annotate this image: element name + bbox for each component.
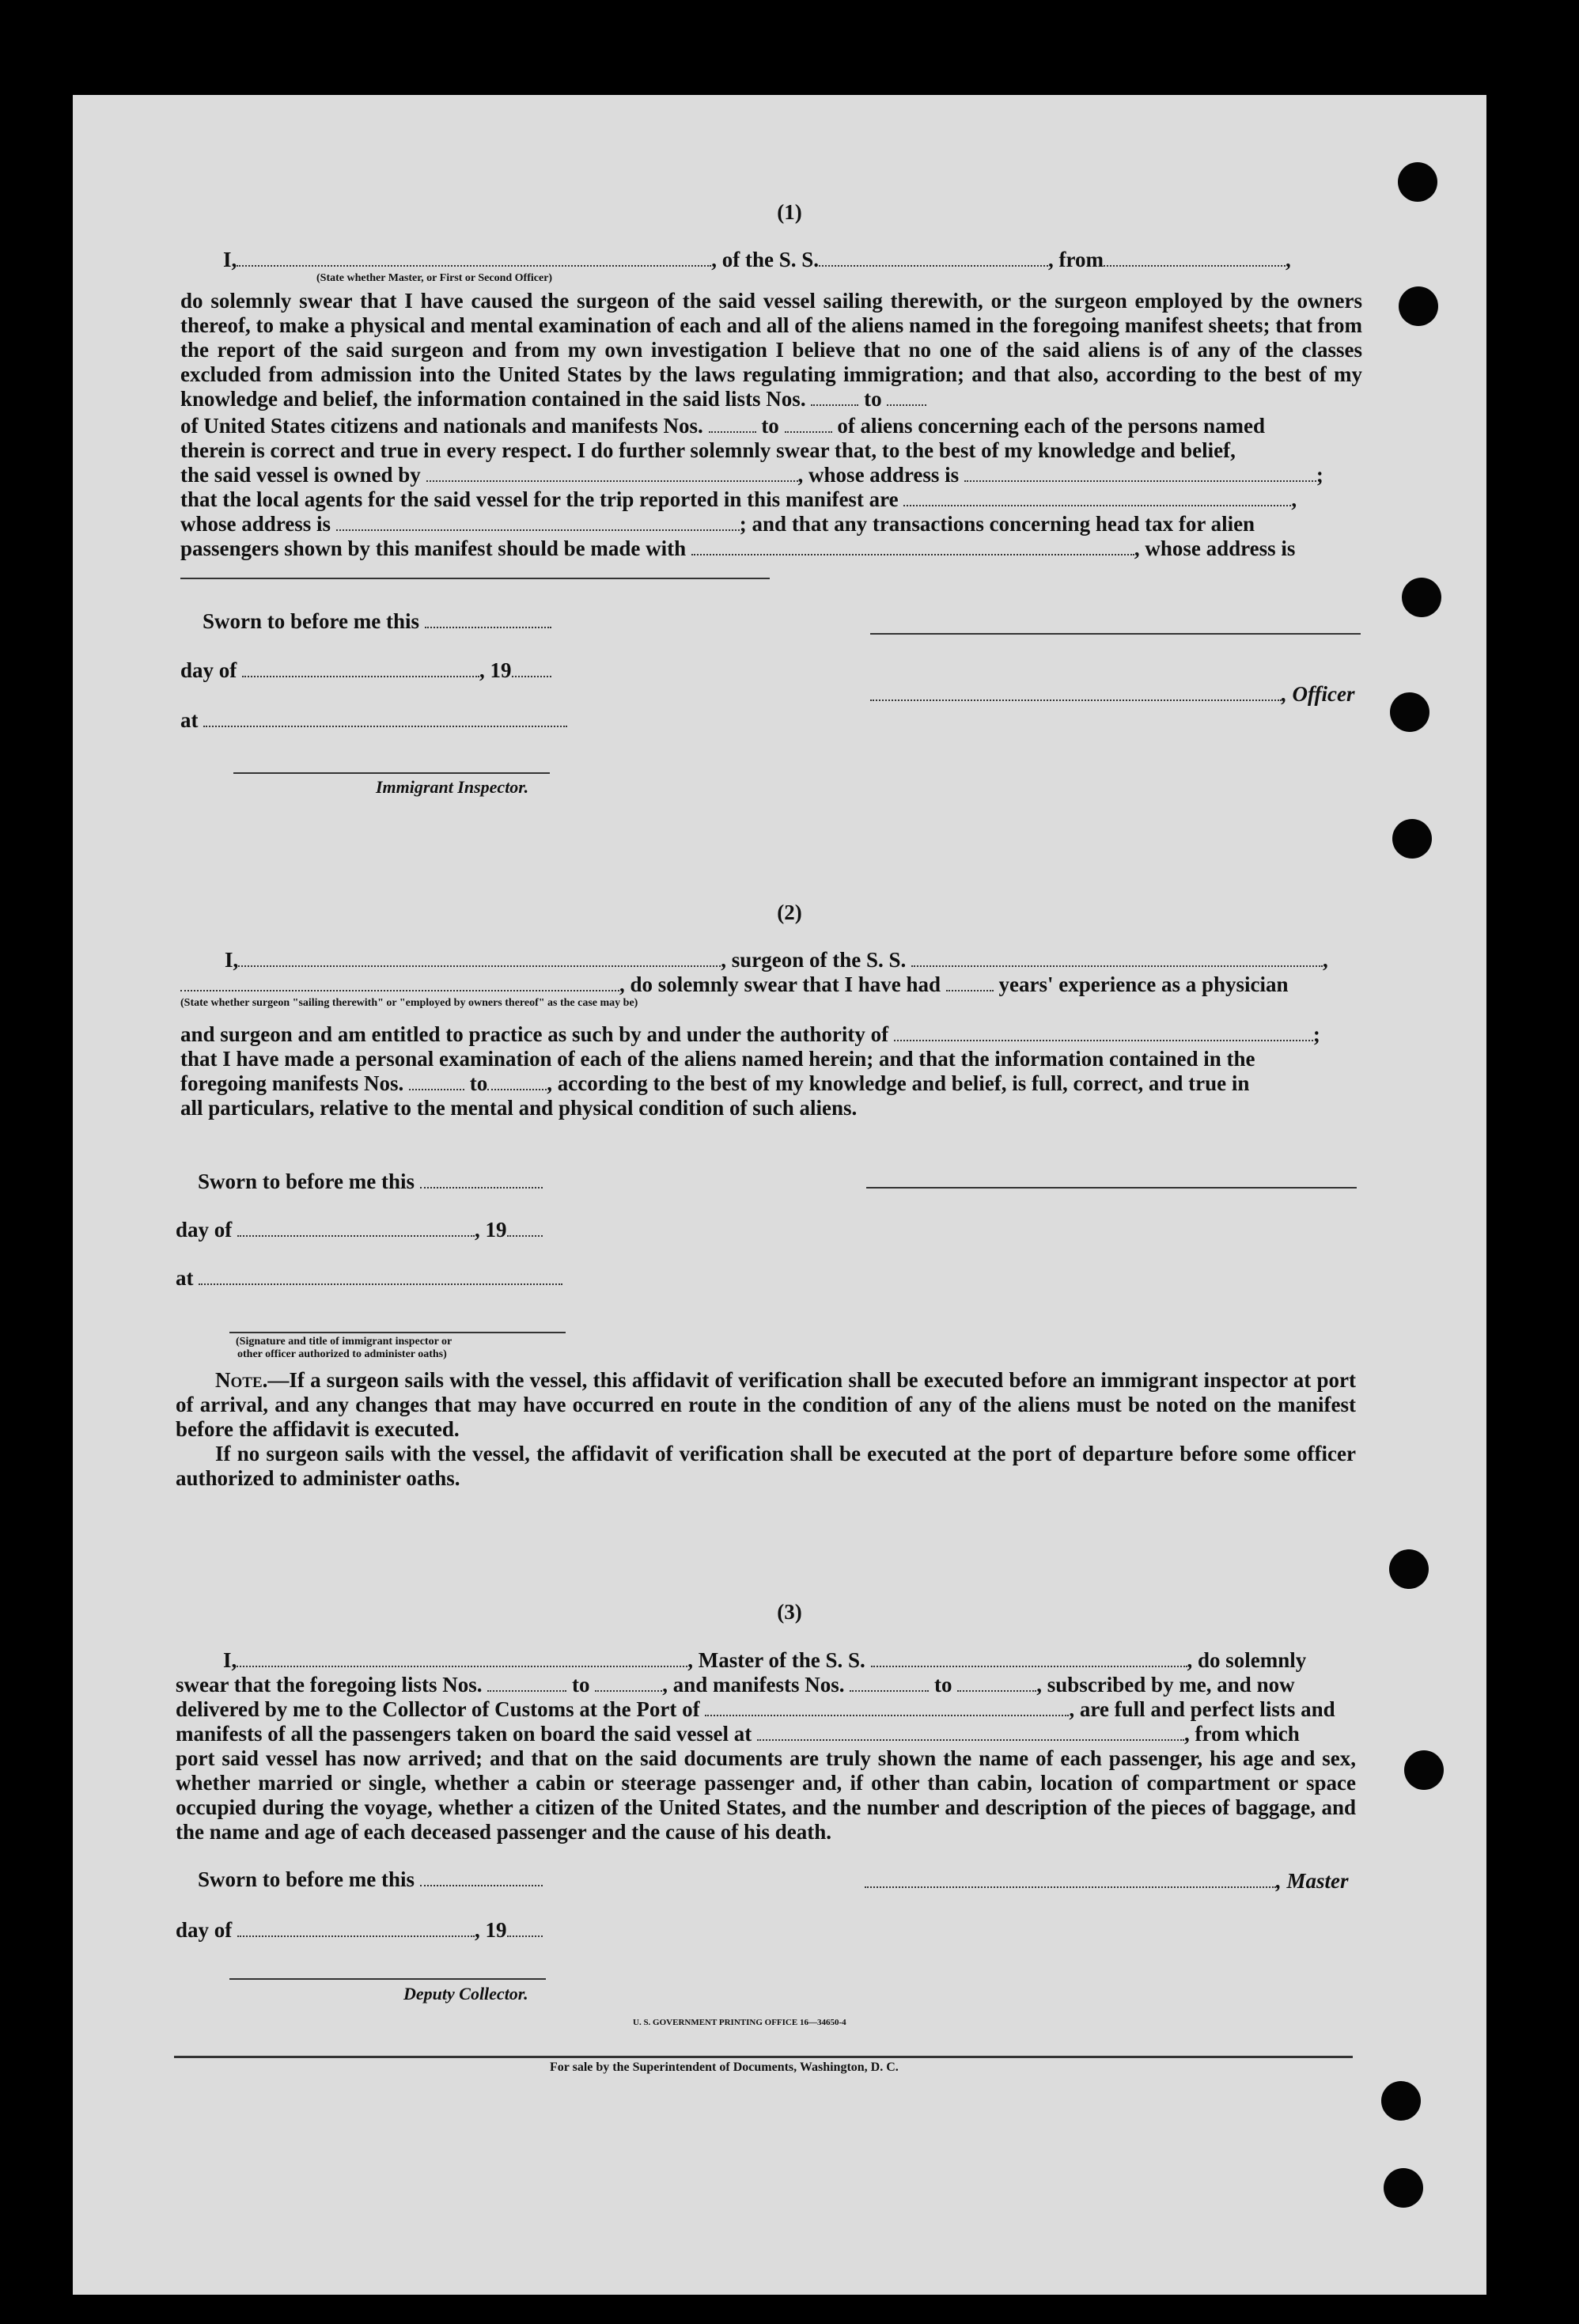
- sec2-line-swear: , do solemnly swear that I have had years' experience as a physician: [180, 972, 1289, 997]
- section-1-heading: (1): [777, 200, 802, 224]
- sec3-body: port said vessel has now arrived; and that on the said documents are truly shown the name of each passenger, his age and sex, whether married or single, whether a cabin or steerage passenger and, if other than cabin, location of compartment or space occupied during the voyage, whether a citizen of the United States, and the number and description of the pieces of baggage, and the name and age of each deceased passenger and the cause of his death.: [176, 1746, 1356, 1844]
- sec3-line-manis: manifests of all the passengers taken on board the said vessel at , from which: [176, 1722, 1300, 1746]
- sec1-line-madewith: passengers shown by this manifest should be made with , whose address is: [180, 536, 1296, 560]
- for-sale-footer: For sale by the Superintendent of Documents, Washington, D. C.: [550, 2061, 899, 2074]
- sec1-dayof: day of , 19: [180, 658, 551, 683]
- sec3-deputy-rule: [229, 1978, 546, 1980]
- sec3-line-deliv: delivered by me to the Collector of Customs at the Port of , are full and perfect lists and: [176, 1697, 1335, 1721]
- sec2-surgeon-note: (State whether surgeon "sailing therewith" or "employed by owners thereof" as the case may be): [180, 997, 638, 1009]
- sec1-inspector-label: Immigrant Inspector.: [376, 777, 529, 797]
- section-2-heading: (2): [777, 900, 802, 924]
- sec2-surgeon-sig-rule: [866, 1187, 1357, 1189]
- sec2-at: at: [176, 1266, 562, 1291]
- sec1-body: do solemnly swear that I have caused the surgeon of the said vessel sailing therewith, or the surgeon employed by the owners thereof, to make a physical and mental examination of each and all of the aliens named in the foregoing manifest sheets; that from the report of the said surgeon and from my own investigation I believe that no one of the said aliens is of any of the classes excluded from admission into the United States by the laws regulating immigration; and that also, according to the best of my knowledge and belief, the information contained in the said lists Nos. to: [180, 289, 1362, 411]
- sec2-line-fore: foregoing manifests Nos. to , according to the best of my knowledge and belief, is full, correct, and true in: [180, 1071, 1250, 1095]
- sec1-inspector-rule: [233, 772, 550, 774]
- gpo-imprint: U. S. GOVERNMENT PRINTING OFFICE 16—34650-4: [633, 2018, 846, 2027]
- sec2-sig-label-1: (Signature and title of immigrant inspector or: [236, 1336, 452, 1348]
- punch-hole: [1381, 2081, 1421, 2121]
- punch-hole: [1399, 286, 1438, 326]
- sec2-dayof: day of , 19: [176, 1218, 543, 1242]
- sec1-line-i: I, , of the S. S. , from ,: [223, 248, 1291, 271]
- sec3-line-swear: swear that the foregoing lists Nos. to , and manifests Nos. to , subscribed by me, and now: [176, 1673, 1295, 1697]
- sec3-line-i: I, , Master of the S. S. , do solemnly: [223, 1648, 1307, 1672]
- sec3-deputy-label: Deputy Collector.: [403, 1984, 528, 2004]
- sec2-line-i: I, , surgeon of the S. S. ,: [225, 948, 1328, 972]
- sec3-dayof: day of , 19: [176, 1918, 543, 1943]
- sec1-line-owned: the said vessel is owned by , whose address is ;: [180, 463, 1323, 487]
- footer-rule: [174, 2056, 1353, 2058]
- sec2-sig-label-2: other officer authorized to administer oaths): [237, 1348, 447, 1360]
- punch-hole: [1384, 2168, 1423, 2208]
- punch-hole: [1390, 692, 1429, 732]
- sec2-line-exam: that I have made a personal examination of each of the aliens named herein; and that the information contained in the: [180, 1047, 1255, 1071]
- sec1-line-therein: therein is correct and true in every respect. I do further solemnly swear that, to the best of my knowledge and belief,: [180, 438, 1236, 462]
- sec1-officer-note: (State whether Master, or First or Second Officer): [316, 272, 553, 284]
- punch-hole: [1392, 819, 1432, 859]
- punch-hole: [1402, 578, 1441, 617]
- sec3-sworn: Sworn to before me this: [198, 1867, 543, 1892]
- sec1-at: at: [180, 708, 567, 733]
- sec1-officer-sig: , Officer: [870, 682, 1354, 707]
- sec2-line-all: all particulars, relative to the mental and physical condition of such aliens.: [180, 1096, 858, 1120]
- sec2-sig-rule: [229, 1332, 566, 1333]
- sec1-officer-top-rule: [870, 633, 1361, 635]
- section-3-heading: (3): [777, 1600, 802, 1624]
- punch-hole: [1389, 1549, 1429, 1589]
- punch-hole: [1398, 162, 1437, 202]
- sec1-line-manifests: of United States citizens and nationals and manifests Nos. to of aliens concerning each of the persons named: [180, 414, 1266, 438]
- sec1-line-whose: whose address is ; and that any transactions concerning head tax for alien: [180, 512, 1255, 536]
- sec3-master-sig: , Master: [865, 1869, 1349, 1894]
- sec1-sworn: Sworn to before me this: [203, 609, 551, 634]
- sec2-note-2: If no surgeon sails with the vessel, the affidavit of verification shall be executed at the port of departure before some officer authorized to administer oaths.: [176, 1442, 1356, 1490]
- punch-hole: [1404, 1750, 1444, 1790]
- sec1-line-agents: that the local agents for the said vessel for the trip reported in this manifest are ,: [180, 487, 1297, 511]
- sec2-sworn: Sworn to before me this: [198, 1170, 543, 1194]
- sec1-address-rule: [180, 578, 770, 579]
- sec2-note: Note.—If a surgeon sails with the vessel, this affidavit of verification shall be executed before an immigrant inspector at port of arrival, and any changes that may have occurred en route in the condition of any of the aliens must be noted on the manifest before the affidavit is executed.: [176, 1368, 1356, 1441]
- sec2-line-auth: and surgeon and am entitled to practice as such by and under the authority of ;: [180, 1022, 1320, 1046]
